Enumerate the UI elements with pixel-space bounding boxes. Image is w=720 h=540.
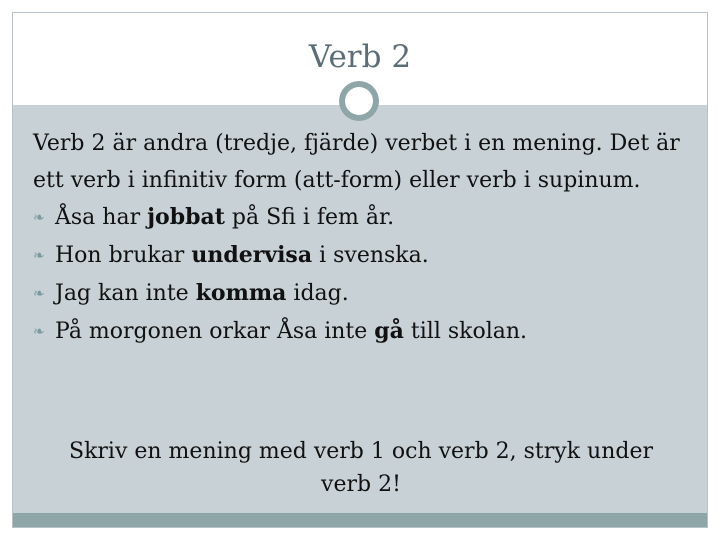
list-item xyxy=(33,275,693,313)
sentence-end: i svenska. xyxy=(312,243,429,268)
verb-2: undervisa xyxy=(191,242,313,268)
list-item xyxy=(33,313,693,351)
verb-2: komma xyxy=(195,280,287,306)
sentence-start: På morgonen orkar Åsa inte xyxy=(55,319,375,344)
verb-2: jobbat xyxy=(147,204,225,230)
circle-ornament-icon xyxy=(339,81,379,121)
list-item xyxy=(33,237,693,275)
example-list xyxy=(33,199,693,351)
task-instruction: Skriv en mening med verb 1 och verb 2, stryk under verb 2! xyxy=(69,439,653,497)
leaf-bullet-icon: ❧ xyxy=(33,248,45,264)
sentence-end: till skolan. xyxy=(403,319,528,344)
slide-title: Verb 2 xyxy=(308,39,412,75)
slide-body xyxy=(33,125,693,351)
sentence-start: Åsa har xyxy=(55,205,148,230)
sentence-start: Hon brukar xyxy=(55,243,192,268)
intro-paragraph: Verb 2 är andra (tredje, fjärde) verbet i en mening. Det är ett verb i infinitiv form (att-form) eller verb i supinum. xyxy=(33,131,680,193)
list-item xyxy=(33,199,693,237)
sentence-end: på Sfi i fem år. xyxy=(224,205,395,230)
slide xyxy=(12,12,708,528)
leaf-bullet-icon: ❧ xyxy=(33,324,45,340)
leaf-bullet-icon: ❧ xyxy=(33,210,45,226)
verb-2: gå xyxy=(374,318,404,344)
sentence-start: Jag kan inte xyxy=(55,281,196,306)
circle-ornament-center xyxy=(345,87,373,115)
footer-bar xyxy=(13,513,707,527)
leaf-bullet-icon: ❧ xyxy=(33,286,45,302)
sentence-end: idag. xyxy=(286,281,349,306)
